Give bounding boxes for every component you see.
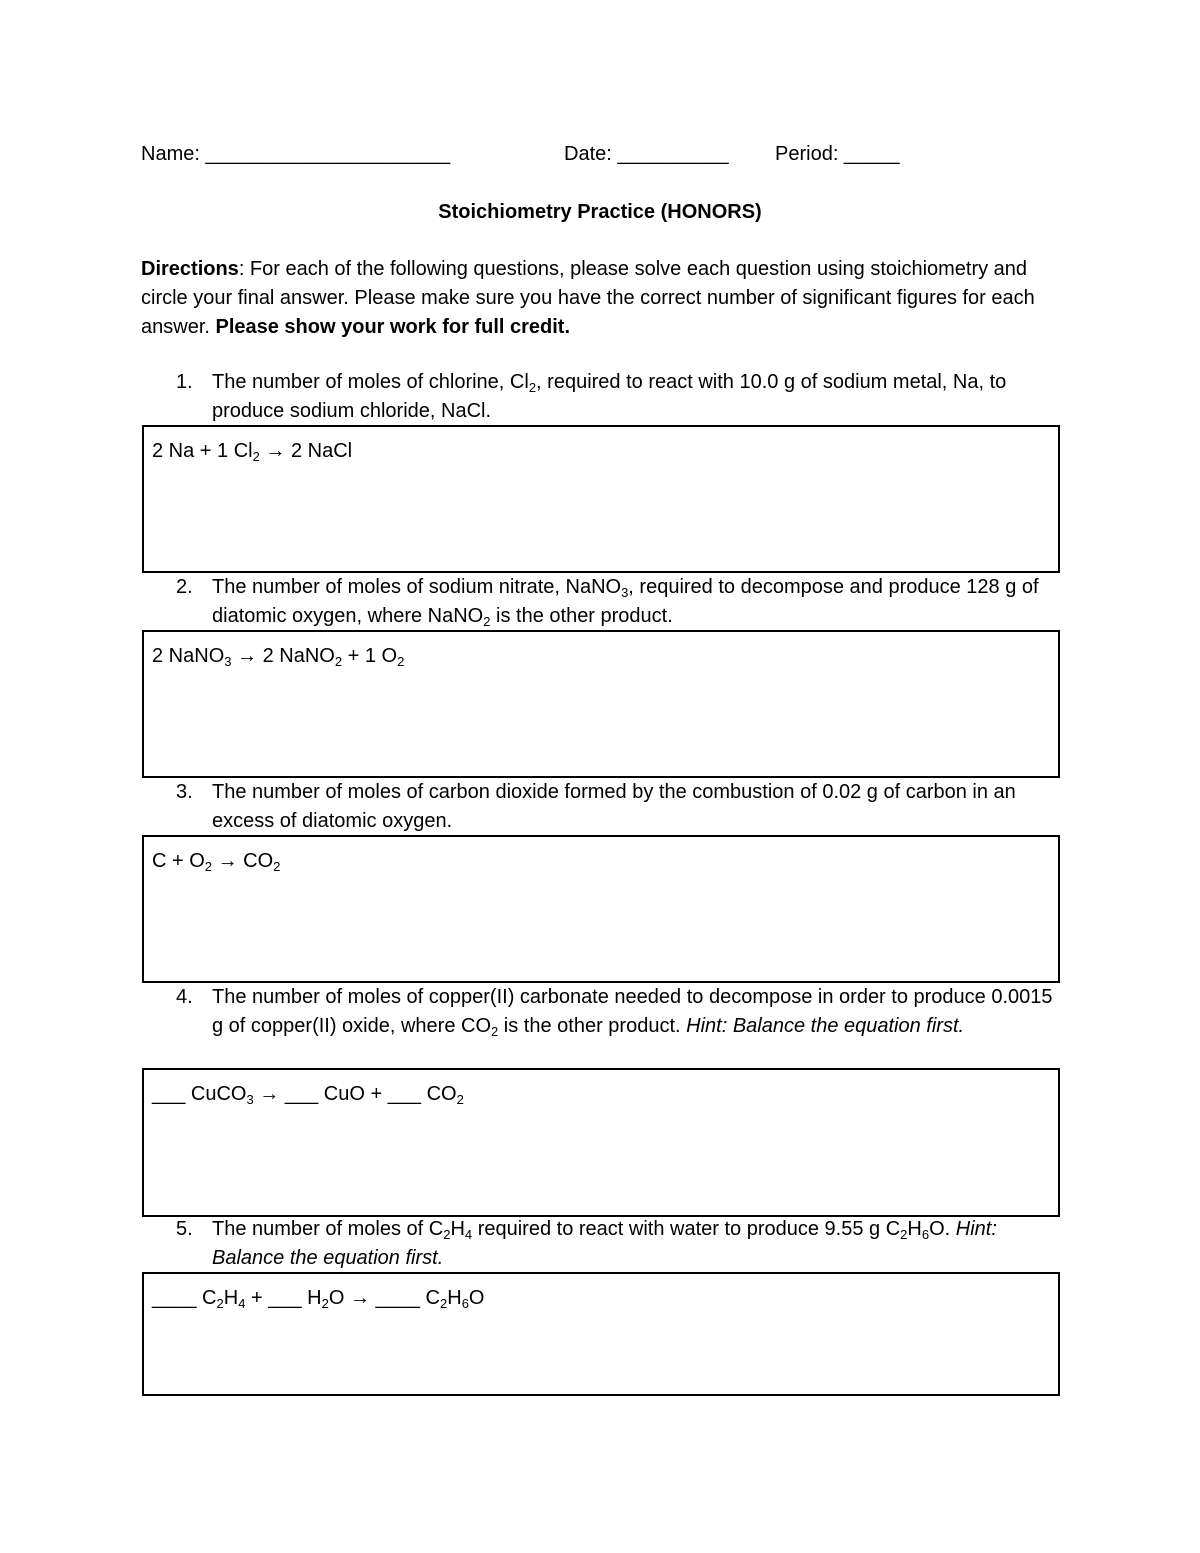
- question-text: [212, 983, 1066, 1040]
- text-part: The number of moles of C: [212, 1218, 444, 1240]
- question-text: [212, 368, 1066, 425]
- eq-subscript: 3: [246, 1092, 254, 1107]
- answer-box-2[interactable]: [142, 630, 1060, 778]
- eq-part: → CO: [212, 850, 274, 872]
- eq-part: ___ CuCO: [152, 1083, 247, 1105]
- equation: [152, 644, 404, 668]
- text-part: H: [907, 1218, 922, 1240]
- subscript: 4: [464, 1227, 473, 1242]
- eq-subscript: 2: [456, 1092, 464, 1107]
- text-part: The number of moles of sodium nitrate, NaNO: [212, 576, 622, 598]
- equation: [152, 1286, 484, 1310]
- question-number: 3.: [176, 781, 193, 803]
- directions-paragraph: [141, 255, 1071, 342]
- eq-subscript: 2: [273, 859, 281, 874]
- subscript: 2: [491, 1023, 499, 1039]
- subscript: 3: [621, 585, 629, 600]
- question-2: [176, 573, 1066, 630]
- question-number: 2.: [176, 576, 193, 598]
- eq-part: → 2 NaNO: [231, 645, 335, 667]
- text-part: , required to decompose and produce 128 g of diatomic oxygen, where NaNO: [212, 576, 1039, 627]
- date-field[interactable]: Date: __________: [564, 143, 729, 165]
- eq-subscript: 2: [440, 1296, 448, 1311]
- eq-part: H: [447, 1287, 462, 1309]
- question-number: 5.: [176, 1218, 193, 1240]
- eq-part: + ___ H: [245, 1287, 322, 1309]
- eq-part: H: [223, 1287, 239, 1309]
- name-field[interactable]: Name: ______________________: [141, 143, 451, 165]
- answer-box-5[interactable]: [142, 1272, 1060, 1396]
- subscript: 2: [900, 1227, 908, 1242]
- subscript: 2: [483, 613, 491, 629]
- eq-subscript: 2: [252, 449, 260, 464]
- directions-text: : For each of the following questions, please solve each question using stoichiometry and circle your final answer. Please make sure you have the correct number of significant figures for each answer.: [141, 258, 1035, 338]
- question-5: [176, 1215, 1066, 1272]
- eq-subscript: 2: [397, 654, 405, 669]
- text-part: , required to react with 10.0 g of sodium metal, Na, to produce sodium chloride, NaCl.: [212, 371, 1007, 422]
- period-field[interactable]: Period: _____: [775, 143, 900, 165]
- text-part: is the other product.: [498, 1014, 687, 1037]
- text-part: The number of moles of chlorine, Cl: [212, 371, 529, 393]
- eq-part: O: [468, 1287, 485, 1309]
- eq-subscript: 6: [461, 1296, 469, 1311]
- question-1: [176, 368, 1066, 425]
- question-3: [176, 778, 1066, 835]
- eq-subscript: 2: [216, 1296, 224, 1311]
- eq-part: + 1 O: [342, 645, 398, 667]
- eq-subscript: 2: [321, 1296, 329, 1311]
- answer-box-1[interactable]: [142, 425, 1060, 573]
- eq-part: C + O: [152, 850, 205, 872]
- question-text: [212, 1215, 1066, 1272]
- eq-part: O → ____ C: [328, 1287, 440, 1309]
- question-4: [176, 983, 1066, 1040]
- page-title: Stoichiometry Practice (HONORS): [438, 201, 762, 223]
- equation: [152, 849, 280, 873]
- text-part: H: [450, 1218, 465, 1240]
- text-part: O.: [929, 1218, 956, 1240]
- directions-label: Directions: [141, 258, 239, 280]
- equation: [152, 1082, 464, 1106]
- question-text: The number of moles of carbon dioxide formed by the combustion of 0.02 g of carbon in an excess of diatomic oxygen.: [212, 781, 1016, 832]
- text-part: is the other product.: [490, 604, 673, 627]
- eq-part: → 2 NaCl: [259, 440, 353, 462]
- answer-box-3[interactable]: [142, 835, 1060, 983]
- subscript: 2: [528, 380, 537, 395]
- eq-subscript: 2: [204, 859, 213, 874]
- equation: [152, 439, 352, 463]
- question-number: 4.: [176, 986, 193, 1008]
- eq-part: 2 Na + 1 Cl: [152, 440, 253, 462]
- hint-text: Hint: Balance the equation first.: [686, 1014, 965, 1037]
- subscript: 6: [921, 1227, 930, 1242]
- directions-emphasis: Please show your work for full credit.: [215, 316, 571, 338]
- subscript: 2: [443, 1227, 451, 1242]
- eq-subscript: 2: [334, 654, 343, 669]
- eq-subscript: 3: [224, 654, 232, 669]
- answer-box-4[interactable]: [142, 1068, 1060, 1217]
- hint-text: Hint: Balance the equation first.: [212, 1218, 997, 1269]
- eq-part: ____ C: [152, 1287, 217, 1309]
- eq-subscript: 4: [238, 1296, 246, 1311]
- question-number: 1.: [176, 371, 193, 393]
- eq-part: 2 NaNO: [152, 645, 225, 667]
- text-part: required to react with water to produce 9.55 g C: [472, 1218, 901, 1240]
- question-text: [212, 573, 1066, 630]
- eq-part: → ___ CuO + ___ CO: [253, 1083, 457, 1105]
- text-part: The number of moles of copper(II) carbonate needed to decompose in order to produce 0.0015 g of copper(II) oxide, where CO: [212, 986, 1053, 1037]
